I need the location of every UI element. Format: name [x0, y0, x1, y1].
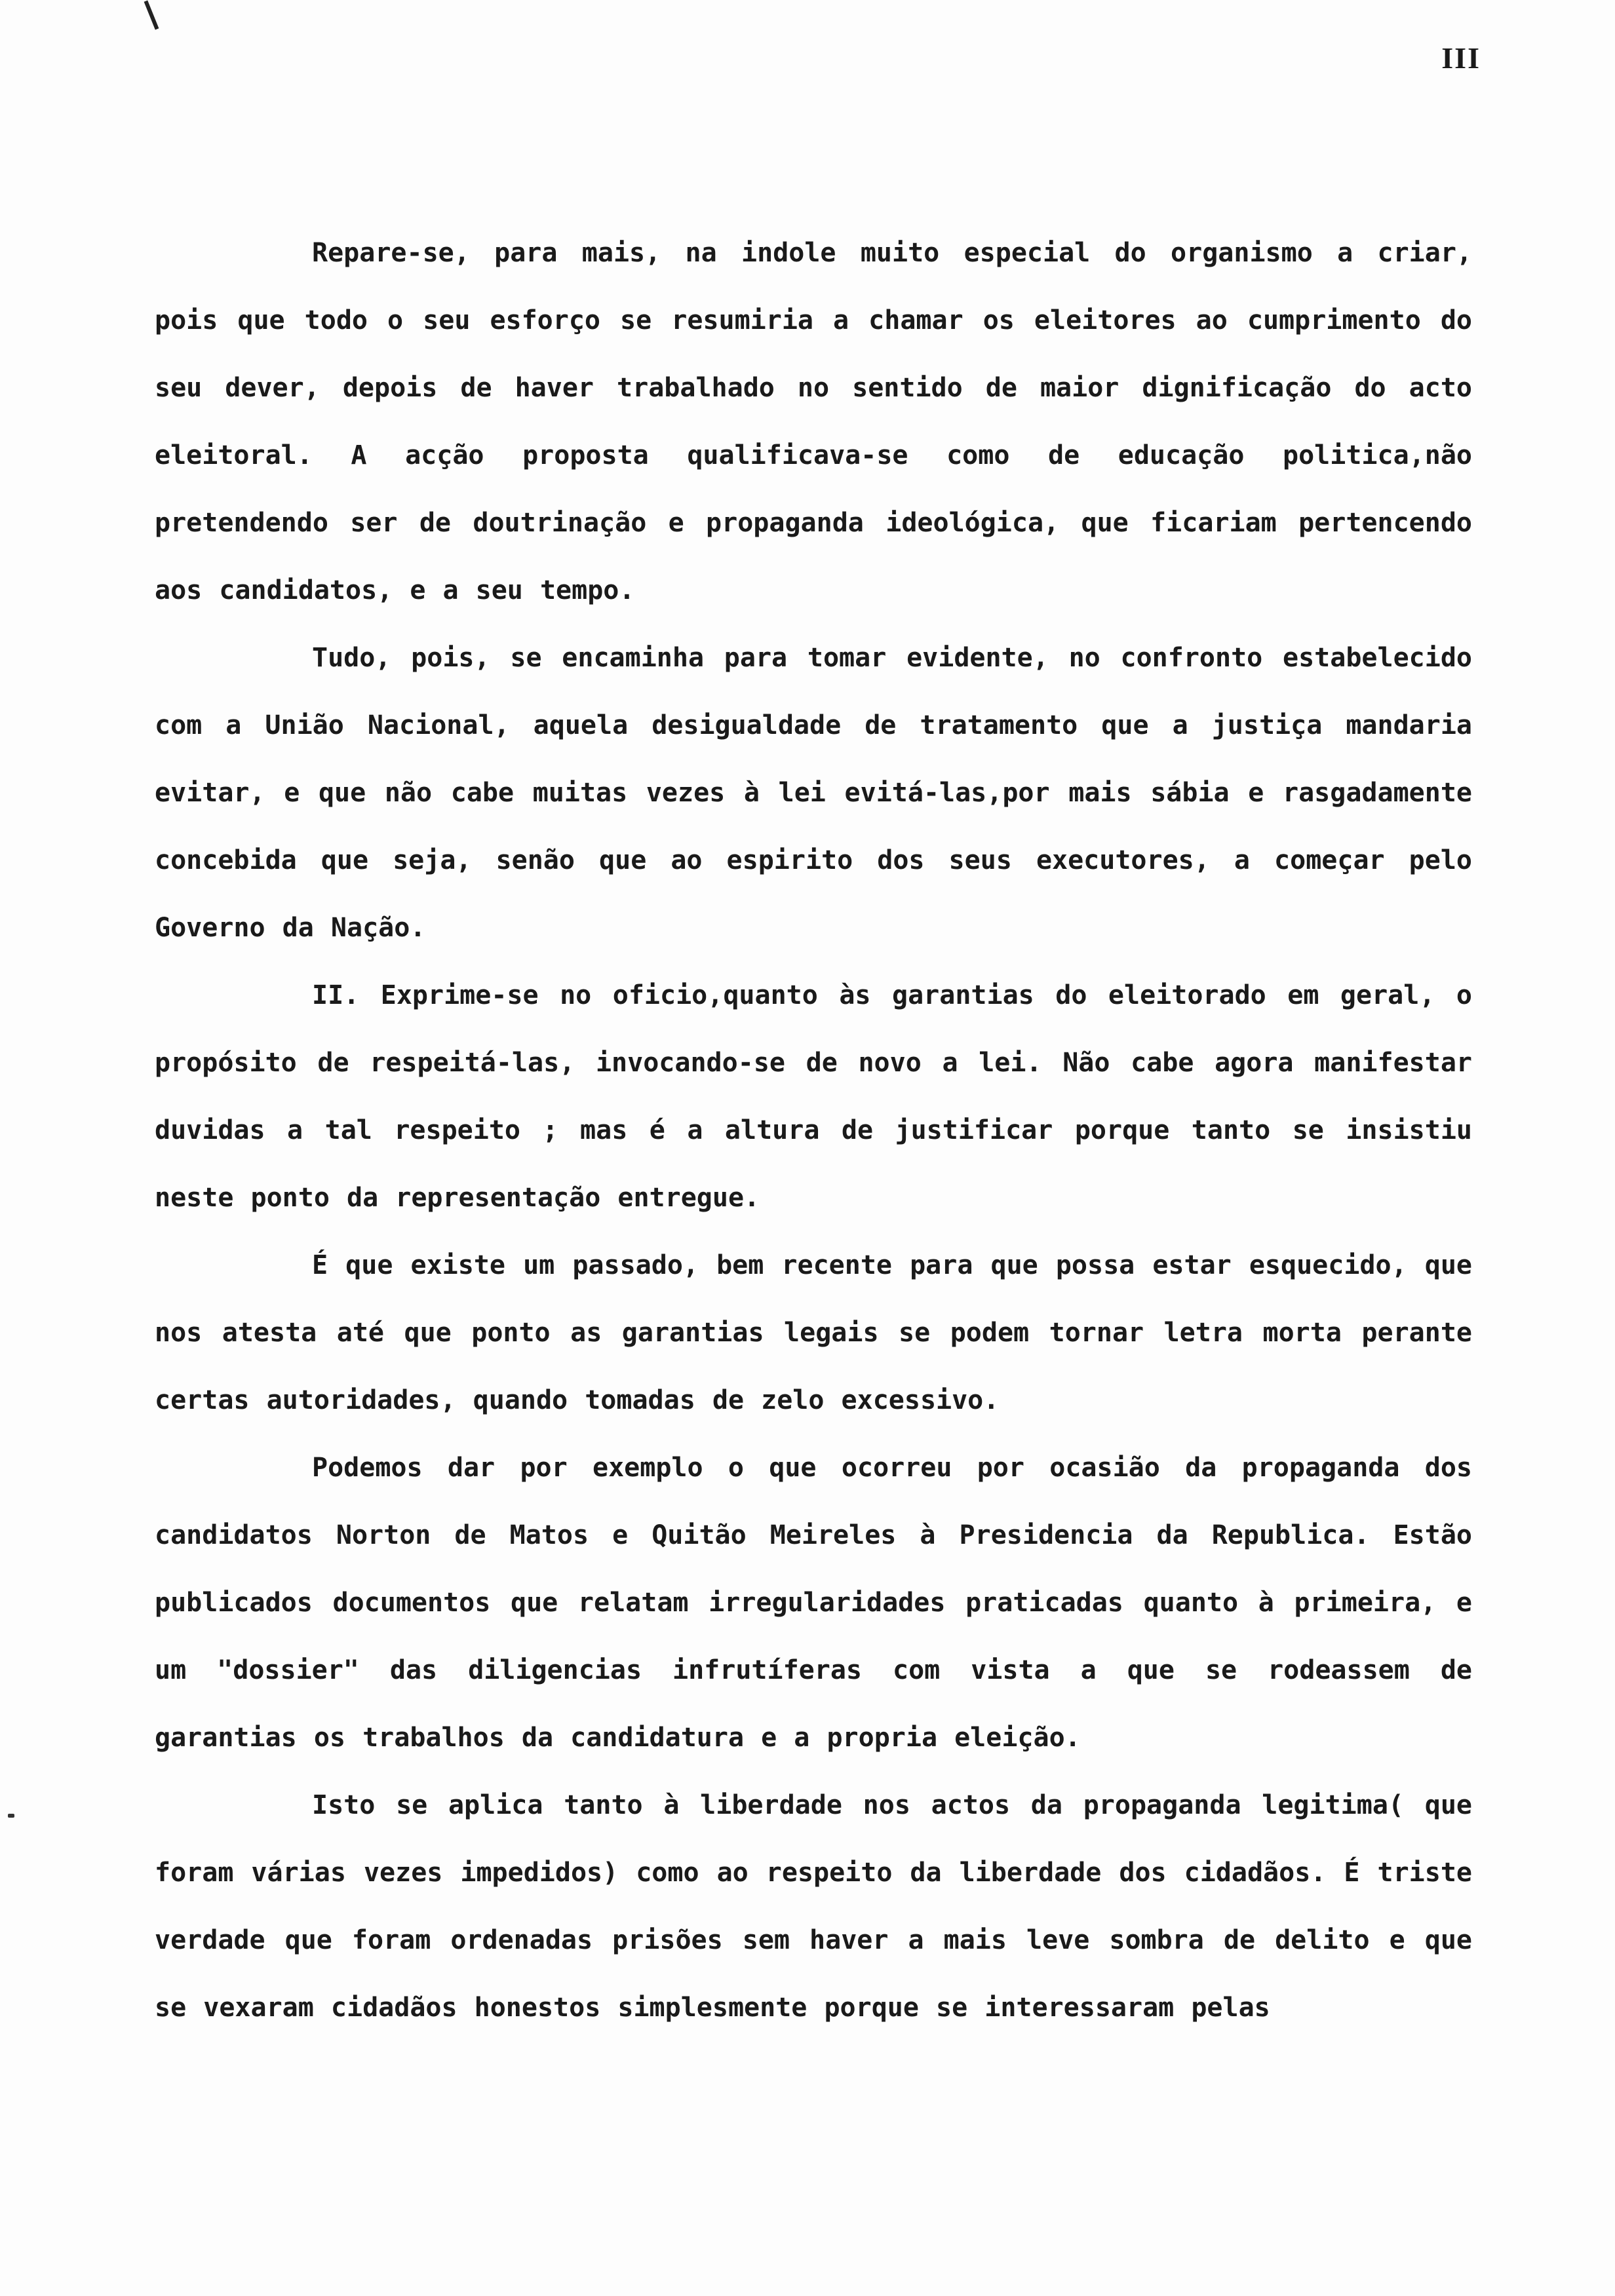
page-number: III	[1441, 41, 1481, 75]
corner-pen-mark	[144, 1, 159, 30]
paragraph-4: É que existe um passado, bem recente para que possa estar esquecido, que nos atesta até que ponto as garantias legais se podem tornar letra morta perante certas autoridades, quando tomadas de zelo excessivo.	[155, 1250, 1472, 1415]
paragraph-1: Repare-se, para mais, na indole muito especial do organismo a criar, pois que todo o seu esforço se resumiria a chamar os eleitores ao cumprimento do seu dever, depois de haver trabalhado no sentido de maior dignificação do acto eleitoral. A acção proposta qualificava-se como de educação politica,não pretendendo ser de doutrinação e propaganda ideológica, que ficariam pertencendo aos candidatos, e a seu tempo.	[155, 238, 1472, 605]
body-text	[155, 220, 1472, 2042]
margin-ink-dot	[8, 1814, 14, 1818]
paragraph-6: Isto se aplica tanto à liberdade nos actos da propaganda legitima( que foram várias vezes impedidos) como ao respeito da liberdade dos cidadãos. É triste verdade que foram ordenadas prisões sem haver a mais leve sombra de delito e que se vexaram cidadãos honestos simplesmente porque se interessaram pelas	[155, 1790, 1472, 2023]
paragraph-5: Podemos dar por exemplo o que ocorreu por ocasião da propaganda dos candidatos Norton de Matos e Quitão Meireles à Presidencia da Republica. Estão publicados documentos que relatam irregularidades praticadas quanto à primeira, e um "dossier" das diligencias infrutíferas com vista a que se rodeassem de garantias os trabalhos da candidatura e a propria eleição.	[155, 1453, 1472, 1753]
paragraph-2: Tudo, pois, se encaminha para tomar evidente, no confronto estabelecido com a União Nacional, aquela desigualdade de tratamento que a justiça mandaria evitar, e que não cabe muitas vezes à lei evitá-las,por mais sábia e rasgadamente concebida que seja, senão que ao espirito dos seus executores, a começar pelo Governo da Nação.	[155, 643, 1472, 943]
paragraph-3: II. Exprime-se no oficio,quanto às garantias do eleitorado em geral, o propósito de respeitá-las, invocando-se de novo a lei. Não cabe agora manifestar duvidas a tal respeito ; mas é a altura de justificar porque tanto se insistiu neste ponto da representação entregue.	[155, 980, 1472, 1213]
